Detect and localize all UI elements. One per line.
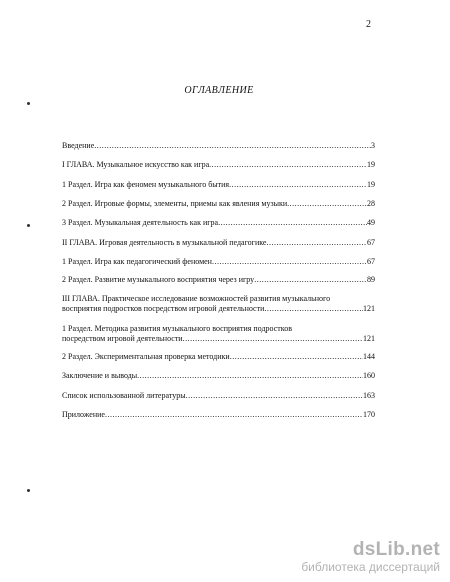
toc-entry-text: посредством игровой деятельности xyxy=(62,334,183,343)
toc-entry-text: 3 Раздел. Музыкальная деятельность как игра xyxy=(62,218,219,227)
toc-entry xyxy=(62,391,375,401)
toc-entry-text: 2 Раздел. Экспериментальная проверка методики xyxy=(62,352,230,361)
toc-leader-dots xyxy=(137,371,363,381)
toc-entry xyxy=(62,160,375,170)
toc-entry xyxy=(62,352,375,362)
toc-entry-page: 89 xyxy=(367,275,375,284)
toc-entry xyxy=(62,141,375,151)
toc-leader-dots xyxy=(287,199,367,209)
toc-entry-text: 1 Раздел. Методика развития музыкального восприятия подростков xyxy=(62,324,293,333)
toc-entry-text: I ГЛАВА. Музыкальное искусство как игра xyxy=(62,160,210,169)
toc-entry-page: 160 xyxy=(363,371,375,380)
toc-entry-text: II ГЛАВА. Игровая деятельность в музыкальной педагогике xyxy=(62,238,267,247)
toc-entry-text: восприятия подростков посредством игровой деятельности xyxy=(62,304,265,313)
toc-entry-page: 3 xyxy=(371,141,375,150)
toc-entry xyxy=(62,324,375,344)
toc-entry-page: 19 xyxy=(367,180,375,189)
toc-leader-dots xyxy=(105,410,363,420)
margin-mark xyxy=(27,489,30,492)
toc-leader-dots xyxy=(94,141,371,151)
toc-leader-dots xyxy=(186,391,363,401)
toc-leader-dots xyxy=(218,218,367,228)
margin-mark xyxy=(27,102,30,105)
toc-entry-page: 121 xyxy=(363,304,375,313)
toc-entry-text: Список использованной литературы xyxy=(62,391,186,400)
toc-entry-text: 2 Раздел. Игровые формы, элементы, приемы как явления музыки xyxy=(62,199,288,208)
toc-entry-page: 67 xyxy=(367,257,375,266)
toc-entry-page: 170 xyxy=(363,410,375,419)
toc-entry-text: 1 Раздел. Игра как феномен музыкального бытия xyxy=(62,180,230,189)
toc-entry xyxy=(62,275,375,285)
watermark-logo: dsLib.net xyxy=(352,539,440,560)
watermark xyxy=(301,540,440,574)
toc-entry xyxy=(62,294,375,314)
toc-leader-dots xyxy=(266,238,367,248)
toc-entry-page: 28 xyxy=(367,199,375,208)
margin-mark xyxy=(27,224,30,227)
toc-entry-text: Приложение xyxy=(62,410,105,419)
watermark-subtitle: библиотека диссертаций xyxy=(301,560,440,574)
toc-leader-dots xyxy=(183,334,363,344)
page-number: 2 xyxy=(366,19,371,30)
toc-title: ОГЛАВЛЕНИЕ xyxy=(184,85,254,96)
toc-entry-page: 67 xyxy=(367,238,375,247)
toc-entry xyxy=(62,257,375,267)
toc-entry-text: 2 Раздел. Развитие музыкального восприятия через игру xyxy=(62,275,255,284)
toc-leader-dots xyxy=(209,160,367,170)
toc-entry xyxy=(62,218,375,228)
toc-entry-page: 121 xyxy=(363,334,375,343)
toc-entry-page: 144 xyxy=(363,352,375,361)
toc-entry xyxy=(62,180,375,190)
toc-leader-dots xyxy=(229,180,367,190)
toc-entry xyxy=(62,238,375,248)
toc-entry-text: Введение xyxy=(62,141,95,150)
toc-leader-dots xyxy=(254,275,367,285)
toc-entry-page: 163 xyxy=(363,391,375,400)
toc-entry-text: 1 Раздел. Игра как педагогический феномен xyxy=(62,257,212,266)
toc-entry xyxy=(62,199,375,209)
toc-entry-text: Заключение и выводы xyxy=(62,371,138,380)
toc-leader-dots xyxy=(212,257,367,267)
toc-entry-page: 19 xyxy=(367,160,375,169)
toc-entry xyxy=(62,410,375,420)
toc-entry-text: III ГЛАВА. Практическое исследование возможностей развития музыкального xyxy=(62,294,331,303)
toc-leader-dots xyxy=(230,352,363,362)
toc-leader-dots xyxy=(264,304,363,314)
toc-entry-page: 49 xyxy=(367,218,375,227)
toc-entry xyxy=(62,371,375,381)
